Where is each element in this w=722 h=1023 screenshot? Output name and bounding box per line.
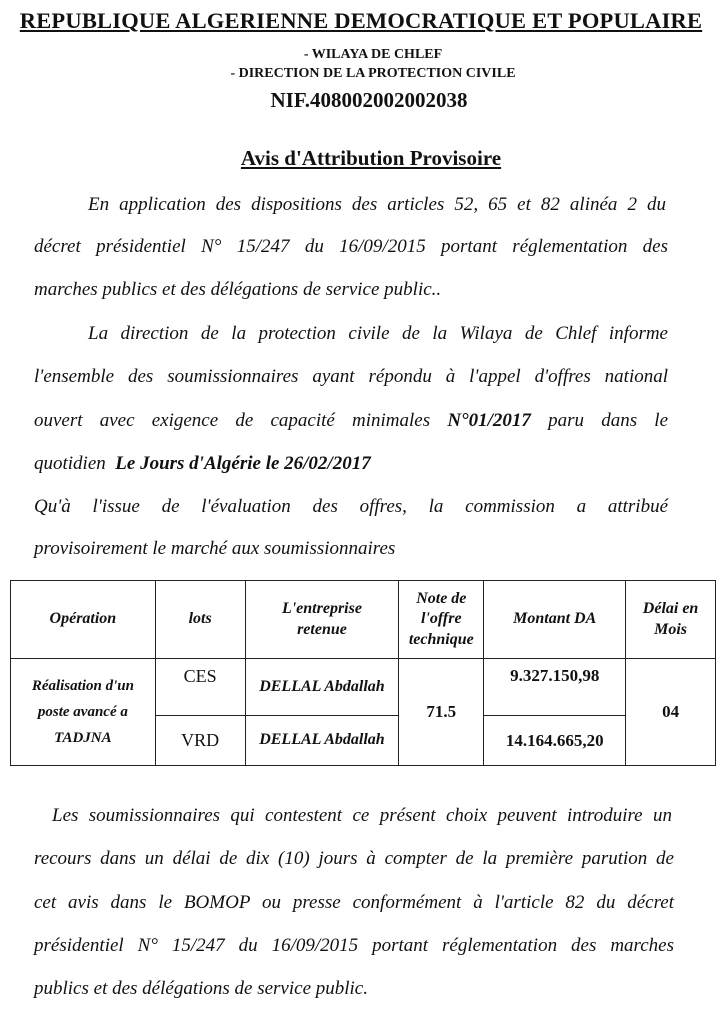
header-note (399, 581, 484, 659)
nif-number: NIF.408002002002038 (270, 88, 468, 112)
para4-line1: Les soumissionnaires qui contestent ce présent choix peuvent introduire un (52, 805, 672, 826)
header-note-2: l'offre (421, 610, 462, 628)
header-entreprise-2: retenue (297, 620, 347, 638)
offer-reference: N°01/2017 (447, 410, 531, 431)
header-entreprise (245, 581, 399, 659)
para2-line3-start: ouvert avec exigence de capacité minimales (34, 410, 431, 431)
republic-title: REPUBLIQUE ALGERIENNE DEMOCRATIQUE ET POPULAIRE (19, 8, 703, 33)
para4-line3: cet avis dans le BOMOP ou presse conformément à l'article 82 du décret (34, 892, 674, 913)
header-delai-2: Mois (654, 620, 688, 638)
para4-line2: recours dans un délai de dix (10) jours à compter de la première parution de (34, 848, 674, 869)
header-montant: Montant DA (484, 581, 626, 659)
header-note-1: Note de (416, 589, 467, 607)
avis-title: Avis d'Attribution Provisoire (240, 146, 502, 170)
para1-line3: marches publics et des délégations de service public.. (34, 279, 442, 300)
para2-line4-start: quotidien (34, 453, 106, 474)
header-entreprise-1: L'entreprise (281, 600, 362, 618)
newspaper-reference: Le Jours d'Algérie le 26/02/2017 (115, 453, 371, 474)
delai-cell: 04 (626, 659, 716, 766)
entreprise-cell: DELLAL Abdallah (245, 716, 399, 766)
header-operation: Opération (11, 581, 156, 659)
para2-line2: l'ensemble des soumissionnaires ayant répondu à l'appel d'offres national (34, 366, 668, 387)
para2-line1: La direction de la protection civile de la Wilaya de Chlef informe (88, 323, 668, 344)
direction-line: - DIRECTION DE LA PROTECTION CIVILE (230, 66, 516, 81)
operation-line3: TADJNA (54, 730, 112, 746)
header-note-3: technique (408, 630, 474, 648)
header-lots: lots (155, 581, 245, 659)
para4-line4: présidentiel N° 15/247 du 16/09/2015 portant réglementation des marches (34, 935, 674, 956)
header-delai (626, 581, 716, 659)
table-row (11, 659, 716, 716)
para2-line3 (34, 410, 668, 432)
para1-line2: décret présidentiel N° 15/247 du 16/09/2015 portant réglementation des (34, 236, 668, 257)
operation-cell (11, 659, 156, 766)
header-delai-1: Délai en (642, 600, 699, 618)
operation-line2: poste avancé a (37, 704, 128, 720)
attribution-table (10, 580, 716, 766)
para2-line3-end: paru dans le (548, 410, 669, 431)
note-cell: 71.5 (399, 659, 484, 766)
para3-line1: Qu'à l'issue de l'évaluation des offres, la commission a attribué (34, 496, 668, 517)
para3-line2: provisoirement le marché aux soumissionnaires (34, 538, 396, 559)
montant-cell: 14.164.665,20 (484, 716, 626, 766)
para1-line1: En application des dispositions des articles 52, 65 et 82 alinéa 2 du (88, 194, 666, 215)
table-header-row (11, 581, 716, 659)
para4-line5: publics et des délégations de service public. (34, 978, 368, 999)
entreprise-cell: DELLAL Abdallah (245, 659, 399, 716)
montant-cell: 9.327.150,98 (484, 659, 626, 716)
para2-line4 (34, 453, 371, 475)
lot-cell: VRD (155, 716, 245, 766)
operation-line1: Réalisation d'un (31, 678, 134, 694)
wilaya-line: - WILAYA DE CHLEF (303, 47, 443, 62)
lot-cell: CES (155, 659, 245, 716)
